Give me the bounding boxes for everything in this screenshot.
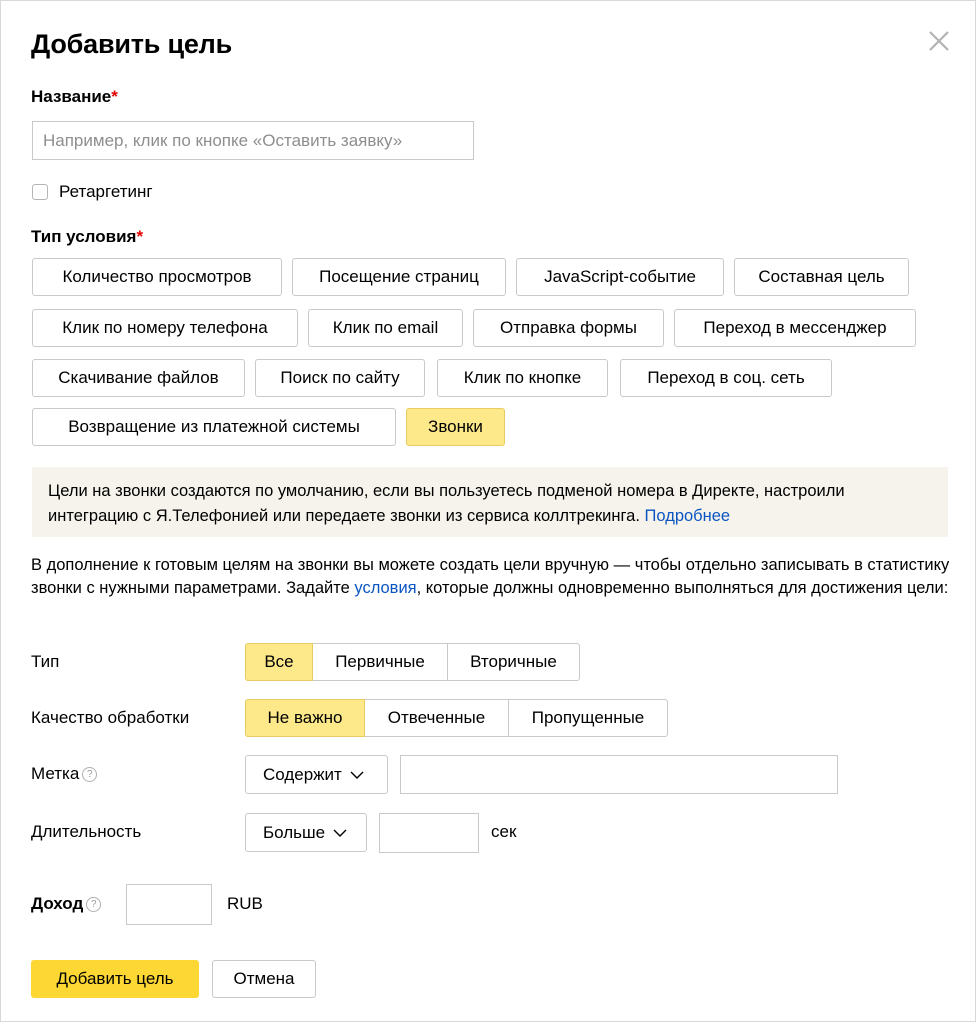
name-label-text: Название	[31, 87, 112, 106]
condition-option[interactable]: Скачивание файлов	[32, 359, 245, 397]
quality-option-any[interactable]: Не важно	[245, 699, 365, 737]
condition-option[interactable]: Поиск по сайту	[255, 359, 425, 397]
name-input[interactable]	[32, 121, 474, 160]
learn-more-link[interactable]: Подробнее	[644, 507, 731, 525]
type-segmented-control	[245, 643, 580, 681]
retargeting-label: Ретаргетинг	[59, 182, 153, 201]
condition-option[interactable]: Переход в соц. сеть	[620, 359, 832, 397]
condition-option[interactable]: Клик по номеру телефона	[32, 309, 298, 347]
conditions-link[interactable]: условия	[354, 579, 417, 597]
condition-option[interactable]: Переход в мессенджер	[674, 309, 916, 347]
income-label	[31, 894, 101, 914]
duration-condition-value: Больше	[263, 822, 326, 842]
condition-option-calls-selected[interactable]: Звонки	[406, 408, 505, 446]
condition-option[interactable]: Посещение страниц	[292, 258, 506, 296]
close-icon[interactable]	[927, 29, 951, 53]
condition-option[interactable]: Отправка формы	[473, 309, 664, 347]
tag-label-text: Метка	[31, 764, 80, 783]
condition-option[interactable]: Составная цель	[734, 258, 909, 296]
description-text	[31, 554, 951, 600]
retargeting-checkbox-row[interactable]	[32, 182, 153, 202]
type-option-secondary[interactable]: Вторичные	[447, 643, 580, 681]
quality-option-missed[interactable]: Пропущенные	[508, 699, 668, 737]
required-mark: *	[111, 87, 118, 106]
income-input[interactable]	[126, 884, 212, 925]
duration-input[interactable]	[379, 813, 479, 853]
condition-option[interactable]: Количество просмотров	[32, 258, 282, 296]
chevron-down-icon	[333, 823, 347, 843]
name-label	[31, 87, 118, 107]
type-label: Тип	[31, 652, 60, 671]
tag-condition-select[interactable]	[245, 755, 388, 794]
condition-option[interactable]: Клик по email	[308, 309, 463, 347]
condition-option[interactable]: Возвращение из платежной системы	[32, 408, 396, 446]
duration-label: Длительность	[31, 822, 142, 841]
chevron-down-icon	[350, 765, 364, 785]
income-label-text: Доход	[31, 894, 84, 913]
calls-info-note	[32, 467, 948, 537]
required-mark: *	[136, 227, 144, 246]
add-goal-button[interactable]: Добавить цель	[31, 960, 199, 998]
duration-condition-select[interactable]	[245, 813, 367, 852]
help-icon[interactable]: ?	[86, 897, 101, 912]
note-text: Цели на звонки создаются по умолчанию, если вы пользуетесь подменой номера в Директе, настроили интеграцию с Я.Телефонией или передаете звонки из сервиса коллтрекинга.	[48, 482, 845, 525]
quality-segmented-control	[245, 699, 668, 737]
quality-option-answered[interactable]: Отвеченные	[364, 699, 509, 737]
tag-label	[31, 764, 97, 784]
tag-condition-value: Содержит	[263, 764, 342, 784]
condition-option[interactable]: JavaScript-событие	[516, 258, 724, 296]
income-currency: RUB	[227, 894, 263, 913]
dialog-title: Добавить цель	[31, 29, 233, 59]
cancel-button[interactable]: Отмена	[212, 960, 316, 998]
retargeting-checkbox[interactable]	[32, 184, 48, 200]
type-option-primary[interactable]: Первичные	[312, 643, 448, 681]
type-option-all[interactable]: Все	[245, 643, 313, 681]
condition-type-label-text: Тип условия	[31, 227, 137, 246]
description-text-start: В дополнение к готовым целям на звонки вы можете создать цели вручную — чтобы отдельно записывать в статистику звонки с нужными параметрами. Задайте	[31, 556, 950, 597]
duration-unit: сек	[491, 822, 517, 841]
condition-type-label	[31, 227, 143, 247]
quality-label: Качество обработки	[31, 708, 190, 727]
help-icon[interactable]: ?	[82, 767, 97, 782]
tag-value-input[interactable]	[400, 755, 838, 794]
condition-option[interactable]: Клик по кнопке	[437, 359, 608, 397]
description-text-end: , которые должны одновременно выполняться для достижения цели:	[416, 579, 949, 597]
